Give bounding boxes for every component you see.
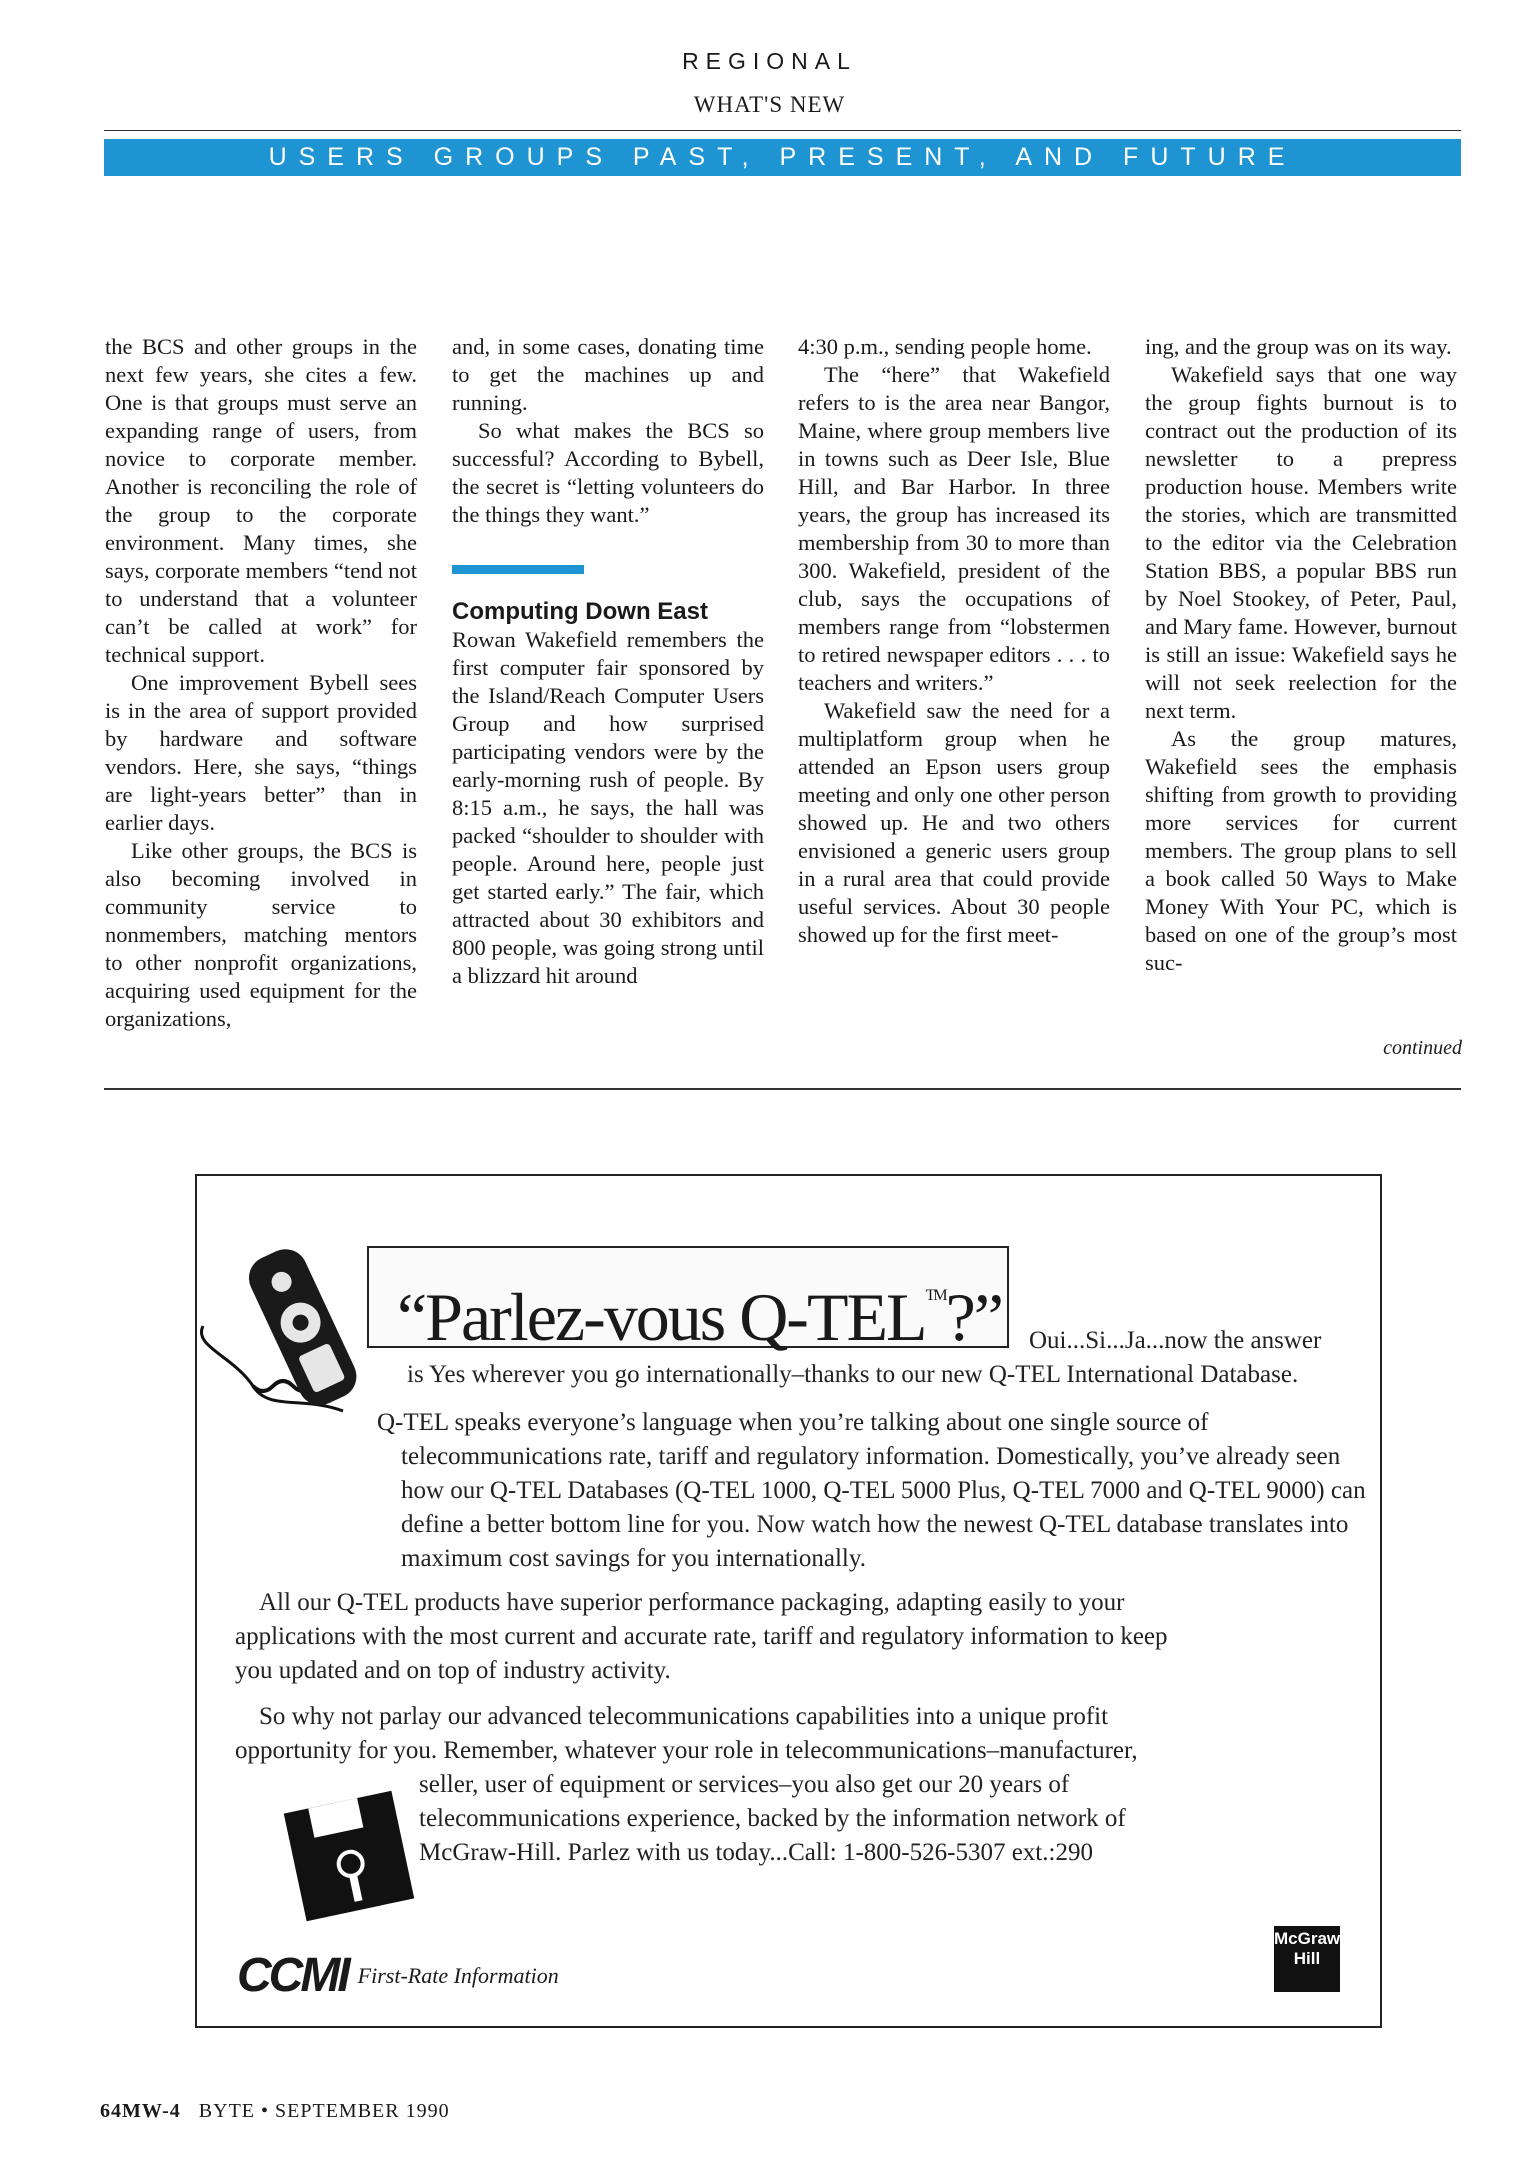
paragraph: Like other groups, the BCS is also becoming involved in community service to nonmembers, matching mentors to other nonprofit organizations, acquiring used equipment for the organizations, bbox=[105, 838, 417, 1031]
article-column-1 bbox=[105, 333, 417, 1033]
paragraph: So what makes the BCS so successful? According to Bybell, the secret is “letting volunteers do the things they want.” bbox=[452, 418, 764, 527]
paragraph: Rowan Wakefield remembers the first computer fair sponsored by the Island/Reach Computer Users Group and how surprised participating vendors were by the early-morning rush of people. By 8:15 a.m., he says, the hall was packed “shoulder to shoulder with people. Around here, people just get started early.” The fair, which attracted about 30 exhibitors and 800 people, was going strong until a blizzard hit around bbox=[452, 627, 764, 988]
paragraph: the BCS and other groups in the next few years, she cites a few. One is that groups must serve an expanding range of users, from novice to corporate member. Another is reconciling the role of the group to the corporate environment. Many times, she says, corporate members “tend not to understand that a volunteer can’t be called at work” for technical support. bbox=[105, 334, 417, 667]
ad-paragraph: seller, user of equipment or services–you also get our 20 years of telecommunications experience, backed by the information network of McGraw-Hill. Parlez with us today...Call: 1-800-526-5307 ext.:290 bbox=[419, 1771, 1126, 1866]
paragraph: One improvement Bybell sees is in the area of support provided by hardware and software vendors. Here, she says, “things are light-years better” than in earlier days. bbox=[105, 670, 417, 835]
ad-intro-line: is Yes wherever you go internationally–thanks to our new Q-TEL International Database. bbox=[407, 1361, 1299, 1388]
paragraph: As the group matures, Wakefield sees the emphasis shifting from growth to providing more services for current members. The group plans to sell a book called 50 Ways to Make Money With Your PC, which is based on one of the group’s most suc- bbox=[1145, 726, 1457, 975]
section-banner: USERS GROUPS PAST, PRESENT, AND FUTURE bbox=[104, 139, 1461, 176]
article-bottom-rule bbox=[104, 1088, 1461, 1090]
logo-mark: CCMI bbox=[237, 1949, 348, 2002]
subhead: Computing Down East bbox=[452, 598, 708, 625]
paragraph: ing, and the group was on its way. bbox=[1145, 334, 1452, 359]
subhead-accent-bar bbox=[452, 565, 584, 574]
ad-paragraph: So why not parlay our advanced telecommunications capabilities into a unique profit opportunity for you. Remember, whatever your role in telecommunications–manufacturer, bbox=[235, 1703, 1138, 1764]
ad-intro-line: Oui...Si...Ja...now the answer bbox=[1029, 1327, 1322, 1354]
section-subtitle: WHAT'S NEW bbox=[693, 92, 846, 117]
advertisement bbox=[195, 1174, 1382, 2028]
ccmi-logo bbox=[237, 1948, 559, 2003]
ad-paragraph: Q-TEL speaks everyone’s language when you’re talking about one single source of telecommunications rate, tariff and regulatory information. Domestically, you’ve already seen how our Q-TEL Databases (Q-TEL 1000, Q-TEL 5000 Plus, Q-TEL 7000 and Q-TEL 9000) can define a better bottom line for you. Now watch how the newest Q-TEL database translates into maximum cost savings for you internationally. bbox=[377, 1409, 1366, 1572]
paragraph: Wakefield saw the need for a multiplatform group when he attended an Epson users group meeting and only one other person showed up. He and two others envisioned a generic users group in a rural area that could provide useful services. About 30 people showed up for the first meet- bbox=[798, 698, 1110, 947]
section-label: REGIONAL bbox=[682, 48, 857, 74]
paragraph: and, in some cases, donating time to get the machines up and running. bbox=[452, 334, 764, 415]
page-number: 64MW-4 bbox=[100, 2100, 181, 2122]
publication-info: BYTE • SEPTEMBER 1990 bbox=[198, 2100, 450, 2122]
page-footer bbox=[100, 2100, 450, 2123]
paragraph: Wakefield says that one way the group fights burnout is to contract out the production of its newsletter to a prepress production house. Members write the stories, which are transmitted to the editor via the Celebration Station BBS, a popular BBS run by Noel Stookey, of Peter, Paul, and Mary fame. However, burnout is still an issue: Wakefield says he will not seek reelection for the next term. bbox=[1145, 362, 1457, 723]
article-column-2 bbox=[452, 333, 764, 990]
floppy-disk-icon bbox=[279, 1786, 419, 1926]
paragraph: 4:30 p.m., sending people home. bbox=[798, 334, 1092, 359]
ad-headline: “Parlez-vous Q-TEL™?” bbox=[397, 1279, 1002, 1355]
continued-label: continued bbox=[1383, 1037, 1462, 1059]
logo-tagline: First-Rate Information bbox=[357, 1962, 559, 1988]
ad-paragraph: All our Q-TEL products have superior performance packaging, adapting easily to your applications with the most current and accurate rate, tariff and regulatory information to keep you updated and on top of industry activity. bbox=[235, 1589, 1168, 1684]
paragraph: The “here” that Wakefield refers to is the area near Bangor, Maine, where group members live in towns such as Deer Isle, Blue Hill, and Bar Harbor. In three years, the group has increased its membership from 30 to more than 300. Wakefield, president of the club, says the occupations of members range from “lobstermen to retired newspaper editors . . . to teachers and writers.” bbox=[798, 362, 1110, 695]
header-rule bbox=[104, 130, 1461, 131]
article-column-4 bbox=[1145, 333, 1457, 977]
article-column-3 bbox=[798, 333, 1110, 949]
telephone-icon bbox=[193, 1236, 393, 1446]
mcgraw-hill-logo: McGraw-Hill bbox=[1274, 1926, 1340, 1992]
